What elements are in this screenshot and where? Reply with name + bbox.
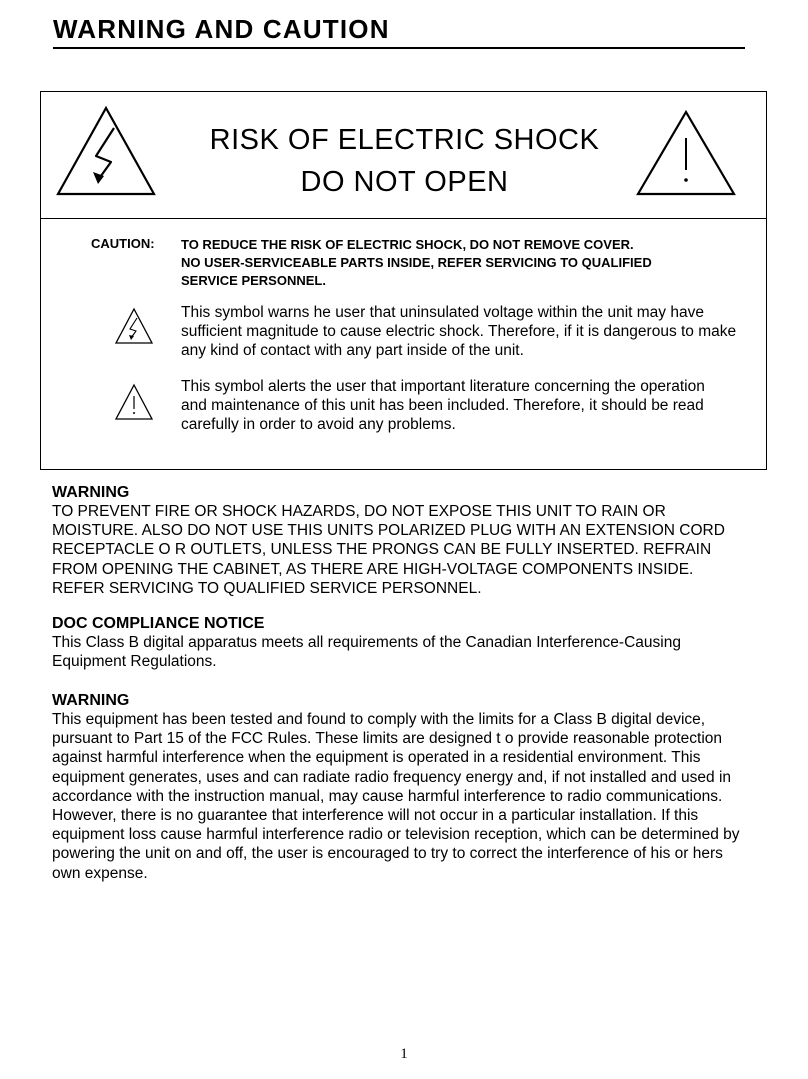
description-line: This symbol warns he user that uninsulated voltage within the unit may have [181, 304, 704, 321]
doc-compliance-body [52, 633, 772, 671]
body-line: This equipment has been tested and found to comply with the limits for a Class B digital device, [52, 711, 706, 728]
box-divider [41, 218, 766, 219]
fcc-warning-body [52, 710, 772, 883]
body-line: REFER SERVICING TO QUALIFIED SERVICE PERSONNEL. [52, 579, 482, 597]
fcc-warning-heading: WARNING [52, 692, 130, 709]
description-line: This symbol alerts the user that important literature concerning the operation [181, 378, 705, 395]
page-number: 1 [400, 1046, 408, 1062]
caution-line: TO REDUCE THE RISK OF ELECTRIC SHOCK, DO NOT REMOVE COVER. [181, 237, 634, 252]
body-line: against harmful interference when the equipment is operated in a residential environment. This [52, 749, 701, 767]
caution-line: NO USER-SERVICEABLE PARTS INSIDE, REFER SERVICING TO QUALIFIED [181, 255, 652, 270]
title-rule [53, 47, 745, 49]
body-line: However, there is no guarantee that interference will not occur in a particular installation. If this [52, 807, 699, 825]
body-line: equipment loss cause harmful interference radio or television reception, which can be determined by [52, 826, 740, 844]
body-line: Equipment Regulations. [52, 653, 217, 671]
body-line: MOISTURE. ALSO DO NOT USE THIS UNITS POLARIZED PLUG WITH AN EXTENSION CORD [52, 522, 725, 540]
body-line: TO PREVENT FIRE OR SHOCK HAZARDS, DO NOT EXPOSE THIS UNIT TO RAIN OR [52, 503, 666, 520]
body-line: equipment generates, uses and can radiate radio frequency energy and, if not installed and used in [52, 768, 732, 786]
caution-text [181, 236, 761, 290]
page-title: WARNING AND CAUTION [53, 14, 390, 44]
do-not-open-heading: DO NOT OPEN [300, 166, 509, 198]
body-line: RECEPTACLE O R OUTLETS, UNLESS THE PRONGS CAN BE FULLY INSERTED. REFRAIN [52, 541, 712, 559]
electric-shock-icon [54, 104, 158, 198]
doc-compliance-heading: DOC COMPLIANCE NOTICE [52, 615, 265, 632]
body-line: pursuant to Part 15 of the FCC Rules. These limits are designed t o provide reasonable protection [52, 730, 723, 748]
body-line: accordance with the instruction manual, may cause harmful interference to radio communications. [52, 787, 723, 805]
body-line: powering the unit on and off, the user is encouraged to try to correct the interference of his or hers [52, 845, 723, 863]
description-line: carefully in order to avoid any problems. [181, 416, 456, 433]
caution-line: SERVICE PERSONNEL. [181, 273, 326, 288]
warning-box [40, 91, 767, 470]
alert-symbol-description [181, 377, 766, 434]
description-line: any kind of contact with any part inside of the unit. [181, 342, 524, 359]
shock-symbol-description [181, 303, 766, 360]
warning-body [52, 502, 772, 598]
description-line: sufficient magnitude to cause electric shock. Therefore, if it is dangerous to make [181, 323, 737, 340]
small-electric-shock-icon [113, 306, 155, 346]
warning-heading: WARNING [52, 484, 130, 501]
description-line: and maintenance of this unit has been included. Therefore, it should be read [181, 397, 704, 414]
exclamation-warning-icon [634, 108, 738, 198]
body-line: FROM OPENING THE CABINET, AS THERE ARE HIGH-VOLTAGE COMPONENTS INSIDE. [52, 560, 694, 578]
caution-label: CAUTION: [91, 236, 155, 251]
body-line: own expense. [52, 864, 148, 882]
small-exclamation-icon [113, 382, 155, 422]
body-line: This Class B digital apparatus meets all requirements of the Canadian Interference-Causing [52, 634, 681, 651]
risk-of-electric-shock-heading: RISK OF ELECTRIC SHOCK [209, 124, 600, 156]
